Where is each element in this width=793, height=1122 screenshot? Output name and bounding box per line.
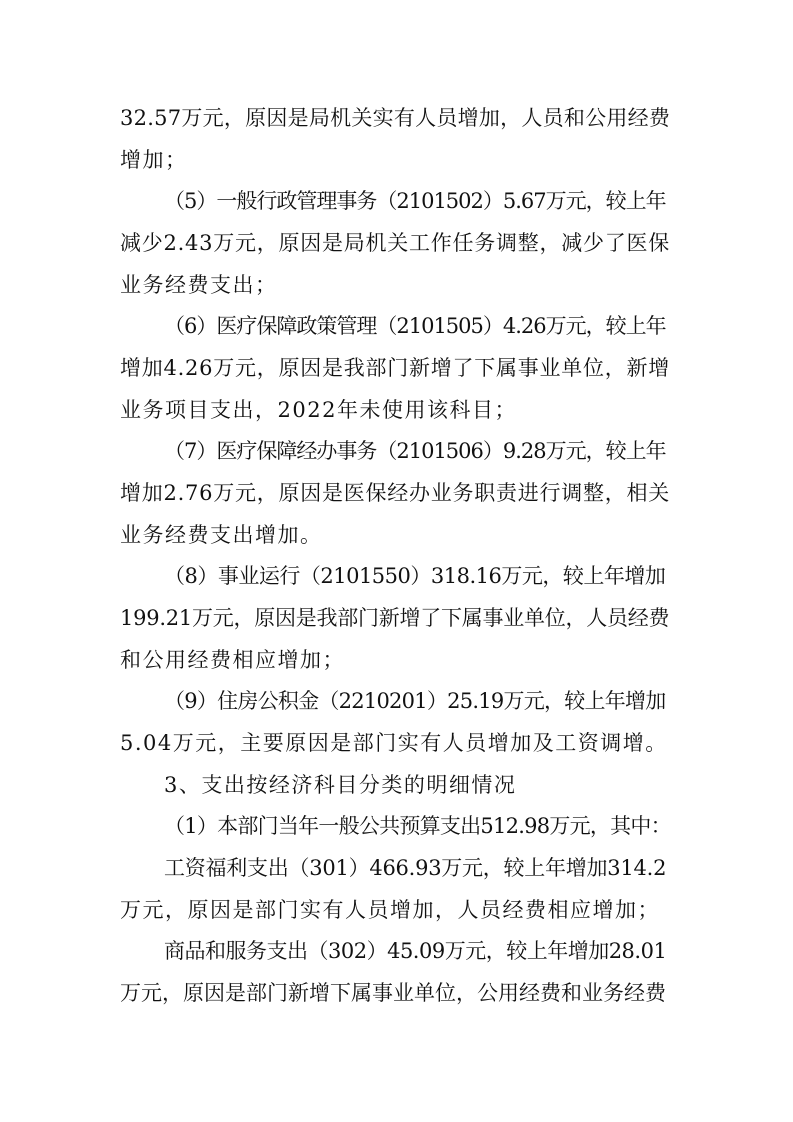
text-line-14: 和公用经费相应增加；	[120, 648, 345, 672]
section-heading: 3、支出按经济科目分类的明细情况	[164, 773, 517, 797]
text-line-13: 199.21万元，原因是我部门新增了下属事业单位，人员经费	[120, 606, 670, 630]
text-line-18: （1）本部门当年一般公共预算支出512.98万元，其中：	[164, 814, 671, 838]
text-line-6: （6）医疗保障政策管理（2101505）4.26万元，较上年	[164, 314, 666, 338]
text-line-10: 增加2.76万元，原因是医保经办业务职责进行调整，相关	[120, 481, 671, 505]
text-line-11: 业务经费支出增加。	[120, 523, 323, 547]
text-line-22: 万元，原因是部门新增下属事业单位，公用经费和业务经费	[120, 981, 666, 1005]
text-line-12: （8）事业运行（2101550）318.16万元，较上年增加	[164, 564, 666, 588]
text-line-16: 5.04万元，主要原因是部门实有人员增加及工资调增。	[120, 731, 668, 755]
text-line-3: （5）一般行政管理事务（2101502）5.67万元，较上年	[164, 189, 666, 213]
text-line-4: 减少2.43万元，原因是局机关工作任务调整，减少了医保	[120, 231, 671, 255]
text-line-8: 业务项目支出，2022年未使用该科目；	[120, 398, 517, 422]
text-line-5: 业务经费支出；	[120, 273, 278, 297]
text-line-21: 商品和服务支出（302）45.09万元，较上年增加28.01	[164, 939, 667, 963]
text-line-1: 32.57万元，原因是局机关实有人员增加，人员和公用经费	[120, 106, 671, 130]
text-line-7: 增加4.26万元，原因是我部门新增了下属事业单位，新增	[120, 356, 671, 380]
text-line-2: 增加；	[120, 148, 188, 172]
text-line-20: 万元，原因是部门实有人员增加，人员经费相应增加；	[120, 898, 660, 922]
text-line-15: （9）住房公积金（2210201）25.19万元，较上年增加	[164, 689, 666, 713]
text-line-9: （7）医疗保障经办事务（2101506）9.28万元，较上年	[164, 439, 666, 463]
text-line-19: 工资福利支出（301）466.93万元，较上年增加314.2	[164, 856, 667, 880]
